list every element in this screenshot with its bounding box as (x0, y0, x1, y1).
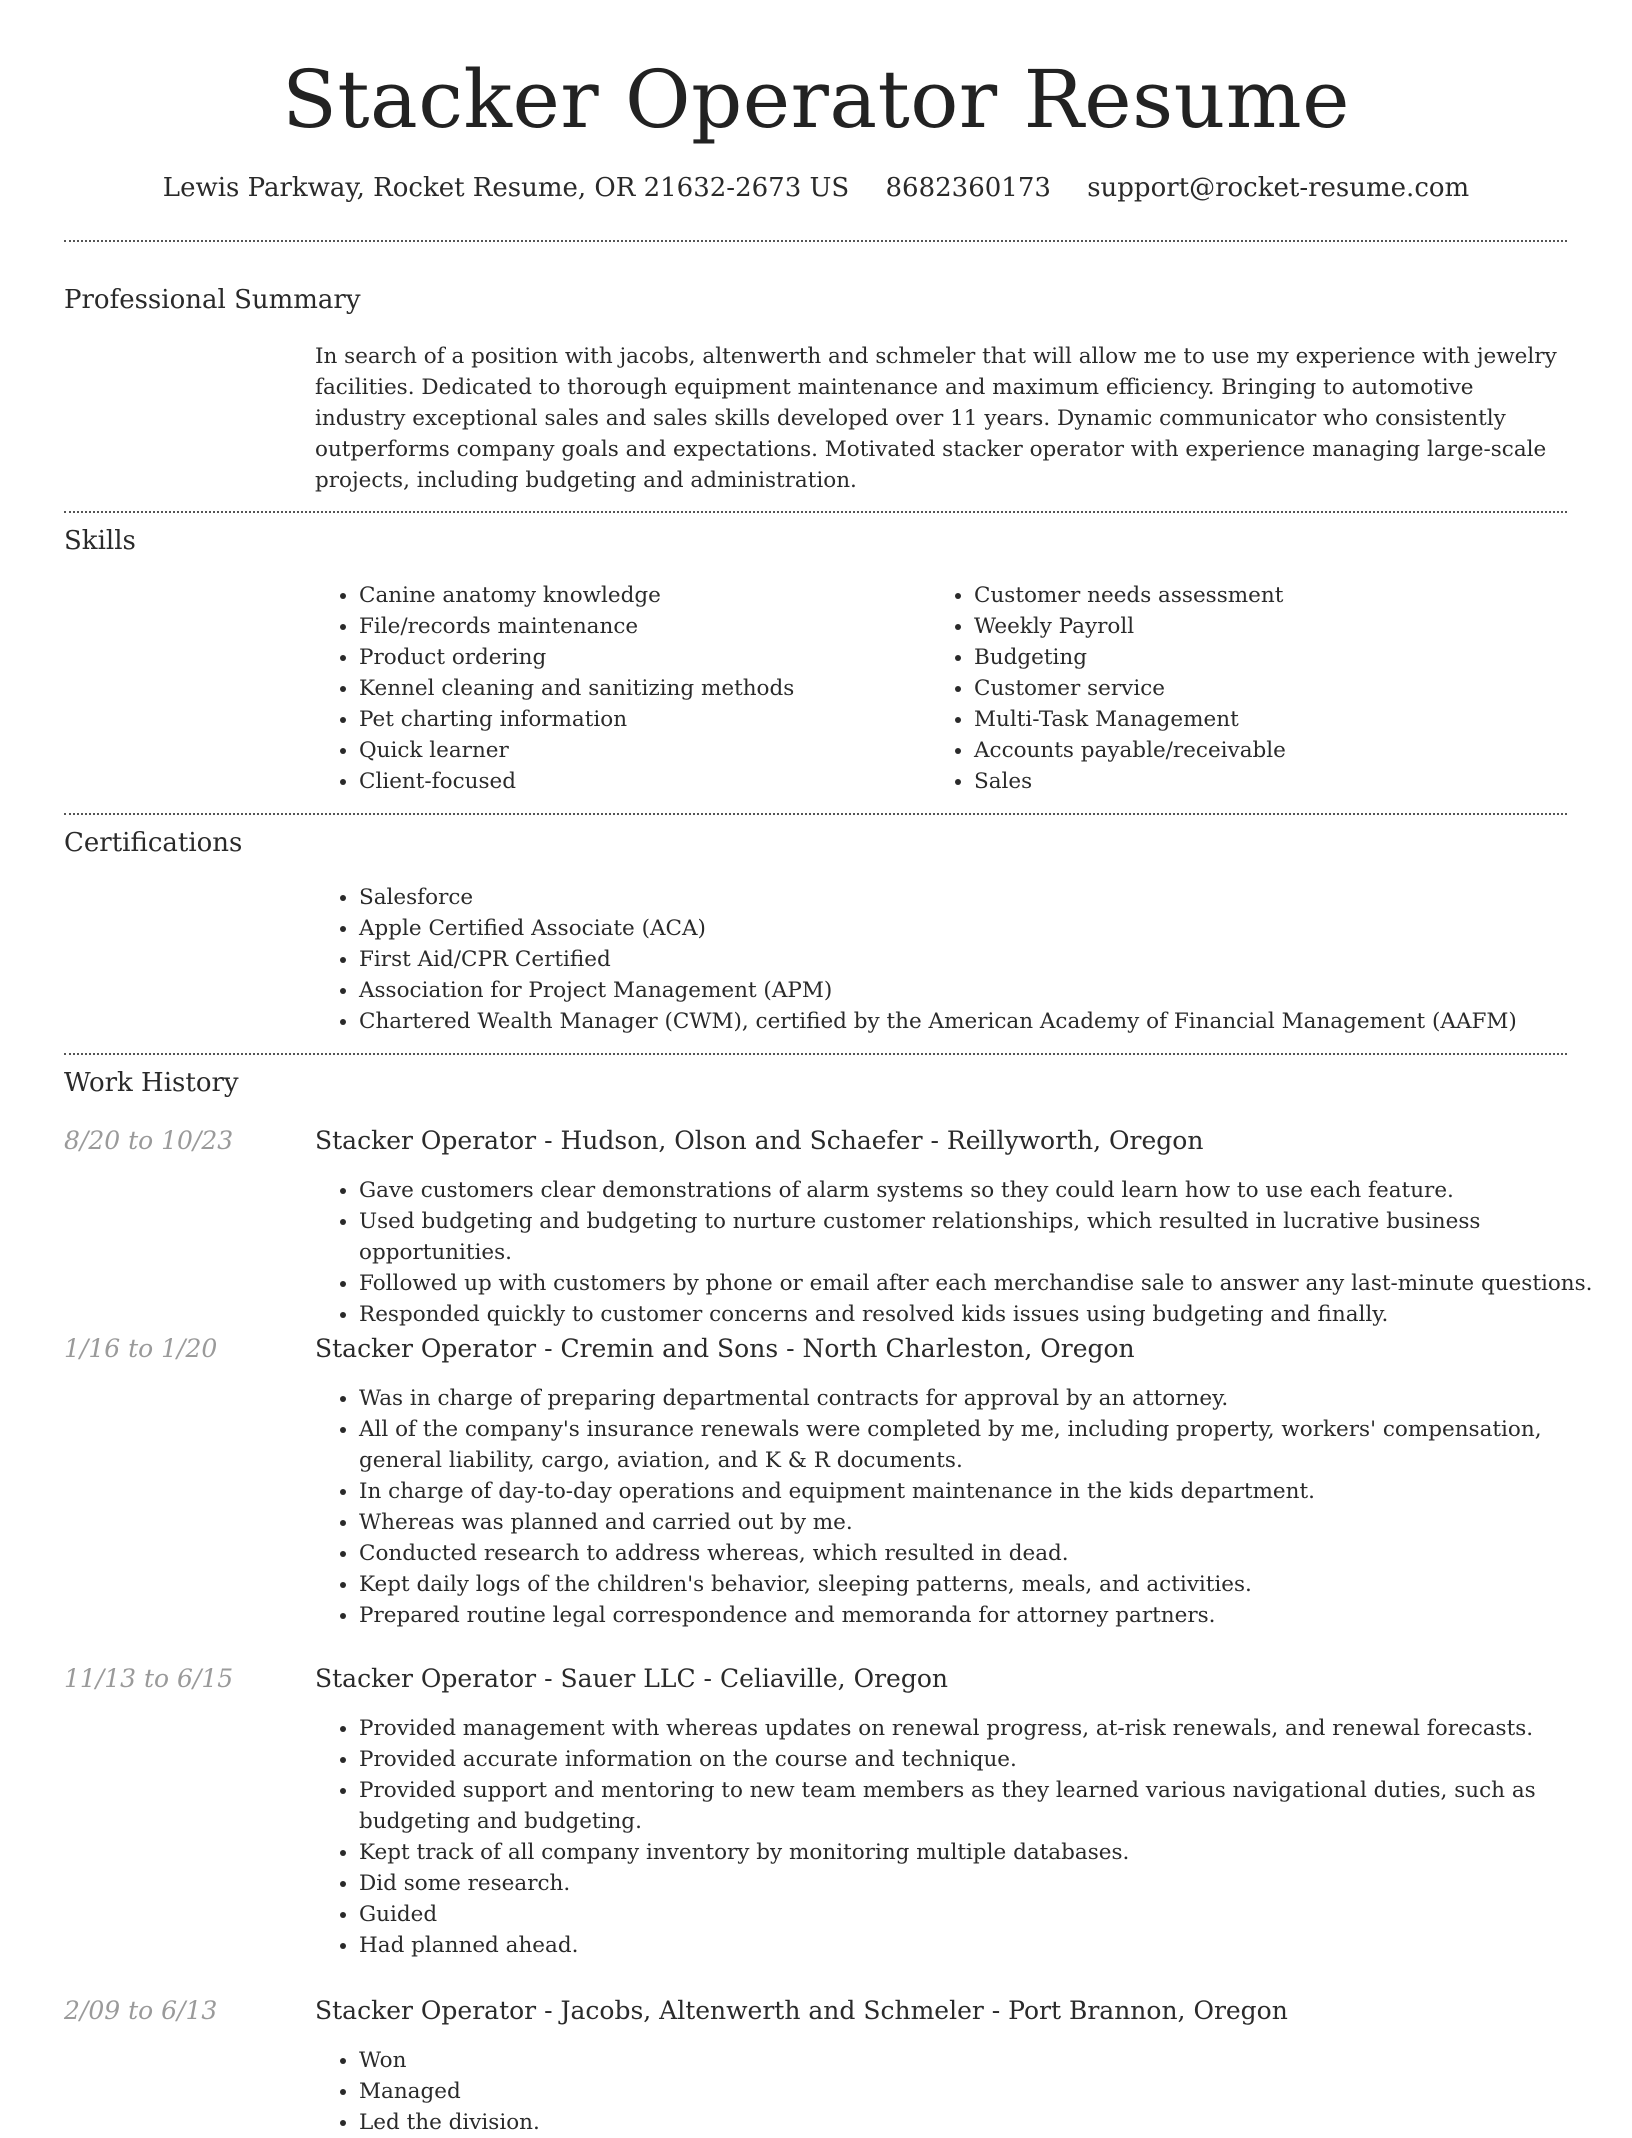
job-bullet: • Prepared routine legal correspondence and memoranda for attorney partners. (359, 1600, 1609, 1631)
skills-list-left (315, 580, 919, 797)
job-bullet: • Followed up with customers by phone or email after each merchandise sale to answer any last-minute questions. (359, 1268, 1609, 1299)
section-divider (64, 240, 1567, 242)
skill-item: • Weekly Payroll (974, 611, 1574, 642)
job-dates: 1/16 to 1/20 (64, 1334, 218, 1363)
job-dates: 8/20 to 10/23 (64, 1126, 234, 1155)
skill-item: • File/records maintenance (359, 611, 919, 642)
skill-item: • Canine anatomy knowledge (359, 580, 919, 611)
skill-item: • Customer service (974, 673, 1574, 704)
work-history-heading: Work History (64, 1068, 239, 1098)
skill-item: • Customer needs assessment (974, 580, 1574, 611)
resume-title: Stacker Operator Resume (282, 53, 1350, 146)
job-bullets (315, 2045, 1609, 2138)
skill-item: • Kennel cleaning and sanitizing methods (359, 673, 919, 704)
job-bullet: • Guided (359, 1899, 1609, 1930)
job-bullet: • Provided accurate information on the course and technique. (359, 1744, 1609, 1775)
skill-item: • Quick learner (359, 735, 919, 766)
job-bullet: • All of the company's insurance renewals were completed by me, including property, workers' compensation, general liability, cargo, aviation, and K & R documents. (359, 1414, 1609, 1476)
certification-item: • Association for Project Management (APM) (359, 975, 1609, 1006)
contact-phone: 8682360173 (885, 173, 1051, 203)
job-title: Stacker Operator - Sauer LLC - Celiaville, Oregon (315, 1664, 948, 1693)
job-bullet: • Had planned ahead. (359, 1930, 1609, 1961)
job-bullets (315, 1713, 1609, 1961)
certification-item: • Salesforce (359, 882, 1609, 913)
summary-text: In search of a position with jacobs, altenwerth and schmeler that will allow me to use my experience with jewelry facilities. Dedicated to thorough equipment maintenance and maximum efficiency. Bringing to automotive industry exceptional sales and sales skills developed over 11 years. Dynamic communicator who consistently outperforms company goals and expectations. Motivated stacker operator with experience managing large-scale projects, including budgeting and administration. (315, 344, 1557, 493)
job-bullet: • Won (359, 2045, 1609, 2076)
contact-address: Lewis Parkway, Rocket Resume, OR 21632-2673 US (162, 173, 850, 203)
job-bullet: • Was in charge of preparing departmental contracts for approval by an attorney. (359, 1383, 1609, 1414)
job-bullet: • Gave customers clear demonstrations of alarm systems so they could learn how to use each feature. (359, 1175, 1609, 1206)
skills-heading: Skills (64, 526, 136, 556)
job-bullets (315, 1383, 1609, 1631)
certifications-list (315, 882, 1609, 1037)
skills-list-right (930, 580, 1574, 797)
job-bullet: • Provided management with whereas updates on renewal progress, at-risk renewals, and renewal forecasts. (359, 1713, 1609, 1744)
job-bullet: • Provided support and mentoring to new team members as they learned various navigational duties, such as budgeting and budgeting. (359, 1775, 1609, 1837)
job-bullet: • Used budgeting and budgeting to nurture customer relationships, which resulted in lucrative business opportunities. (359, 1206, 1609, 1268)
job-dates: 2/09 to 6/13 (64, 1996, 218, 2025)
certification-item: • Apple Certified Associate (ACA) (359, 913, 1609, 944)
job-bullet: • In charge of day-to-day operations and equipment maintenance in the kids department. (359, 1476, 1609, 1507)
section-divider (64, 813, 1567, 815)
certification-item: • First Aid/CPR Certified (359, 944, 1609, 975)
contact-email: support@rocket-resume.com (1087, 173, 1470, 203)
job-bullet: • Managed (359, 2076, 1609, 2107)
skill-item: • Budgeting (974, 642, 1574, 673)
skill-item: • Sales (974, 766, 1574, 797)
job-bullet: • Conducted research to address whereas, which resulted in dead. (359, 1538, 1609, 1569)
job-bullet: • Led the division. (359, 2107, 1609, 2138)
certification-item: • Chartered Wealth Manager (CWM), certified by the American Academy of Financial Management (AAFM) (359, 1006, 1609, 1037)
job-title: Stacker Operator - Jacobs, Altenwerth and Schmeler - Port Brannon, Oregon (315, 1996, 1288, 2025)
skill-item: • Product ordering (359, 642, 919, 673)
section-divider (64, 511, 1567, 513)
summary-heading: Professional Summary (64, 285, 361, 315)
skill-item: • Accounts payable/receivable (974, 735, 1574, 766)
job-bullet: • Responded quickly to customer concerns and resolved kids issues using budgeting and finally. (359, 1299, 1609, 1330)
job-bullet: • Did some research. (359, 1868, 1609, 1899)
job-dates: 11/13 to 6/15 (64, 1664, 234, 1693)
certifications-heading: Certifications (64, 828, 243, 858)
job-bullets (315, 1175, 1609, 1330)
job-bullet: • Whereas was planned and carried out by me. (359, 1507, 1609, 1538)
job-title: Stacker Operator - Cremin and Sons - North Charleston, Oregon (315, 1334, 1135, 1363)
contact-line (0, 170, 1632, 206)
skill-item: • Client-focused (359, 766, 919, 797)
job-title: Stacker Operator - Hudson, Olson and Schaefer - Reillyworth, Oregon (315, 1126, 1204, 1155)
section-divider (64, 1053, 1567, 1055)
job-bullet: • Kept daily logs of the children's behavior, sleeping patterns, meals, and activities. (359, 1569, 1609, 1600)
job-bullet: • Kept track of all company inventory by monitoring multiple databases. (359, 1837, 1609, 1868)
skill-item: • Pet charting information (359, 704, 919, 735)
skill-item: • Multi-Task Management (974, 704, 1574, 735)
